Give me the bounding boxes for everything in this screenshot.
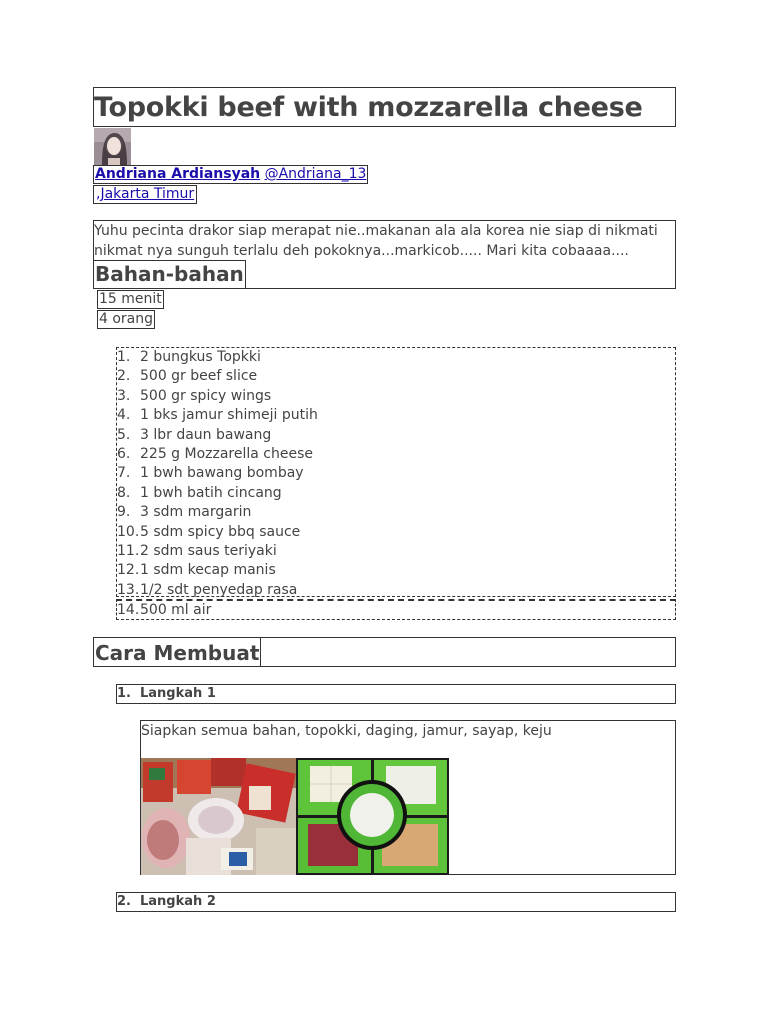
ingredient-text: 3 sdm margarin xyxy=(140,504,252,521)
ingredient-text: 500 gr beef slice xyxy=(140,368,258,385)
ingredient-number: 14. xyxy=(117,602,140,618)
step-label: Langkah 2 xyxy=(140,894,216,909)
title-box xyxy=(93,87,676,127)
ingredient-item xyxy=(117,561,675,580)
location-line xyxy=(93,185,197,204)
ingredient-number: 4. xyxy=(117,407,131,424)
step-1-photo-bowls[interactable] xyxy=(296,758,449,875)
ingredient-number: 3. xyxy=(117,387,131,404)
ingredient-item xyxy=(117,406,675,425)
step-label: Langkah 1 xyxy=(140,686,216,701)
bowls-photo xyxy=(296,758,449,875)
ingredients-photo xyxy=(141,758,296,875)
ingredient-number: 11. xyxy=(117,543,140,560)
ingredient-item xyxy=(117,542,675,561)
steps-heading-box xyxy=(93,637,676,667)
ingredient-number: 10. xyxy=(117,523,140,540)
ingredient-item xyxy=(117,387,675,406)
step-1-header xyxy=(116,684,676,704)
ingredient-text: 500 ml air xyxy=(140,602,212,618)
ingredient-number: 5. xyxy=(117,426,131,443)
author-name-link[interactable]: Andriana Ardiansyah xyxy=(95,166,261,182)
ingredient-item xyxy=(117,523,675,542)
ingredient-text: 2 sdm saus teriyaki xyxy=(140,543,277,560)
ingredient-list xyxy=(116,347,676,597)
ingredient-number: 8. xyxy=(117,484,131,501)
cook-time-value: 15 menit xyxy=(99,291,162,307)
ingredient-text: 500 gr spicy wings xyxy=(140,387,272,404)
author-line xyxy=(93,165,368,184)
author-avatar[interactable] xyxy=(94,128,131,165)
ingredient-text: 1 sdm kecap manis xyxy=(140,562,276,579)
ingredient-text: 1 bks jamur shimeji putih xyxy=(140,407,318,424)
ingredient-item xyxy=(117,426,675,445)
step-1-photo-ingredients[interactable] xyxy=(141,758,296,875)
ingredient-item xyxy=(117,464,675,483)
step-number: 2. xyxy=(117,894,131,909)
ingredient-text: 2 bungkus Topkki xyxy=(140,349,261,365)
steps-heading: Cara Membuat xyxy=(95,641,260,665)
steps-heading-inner xyxy=(93,637,261,667)
ingredient-text: 3 lbr daun bawang xyxy=(140,426,272,443)
avatar-photo xyxy=(94,128,131,165)
ingredient-item xyxy=(117,581,675,600)
recipe-title: Topokki beef with mozzarella cheese xyxy=(94,92,643,123)
ingredient-text: 5 sdm spicy bbq sauce xyxy=(140,523,301,540)
step-1-text: Siapkan semua bahan, topokki, daging, jamur, sayap, keju xyxy=(141,723,552,739)
ingredients-heading-box xyxy=(93,260,246,289)
ingredient-text: 225 g Mozzarella cheese xyxy=(140,446,314,463)
ingredient-item xyxy=(117,601,675,620)
ingredient-text: 1 bwh bawang bombay xyxy=(140,465,304,482)
ingredient-number: 6. xyxy=(117,446,131,463)
ingredient-number: 12. xyxy=(117,562,140,579)
ingredient-number: 2. xyxy=(117,368,131,385)
ingredient-item xyxy=(117,348,675,367)
cook-time xyxy=(97,290,164,309)
servings-value: 4 orang xyxy=(99,311,154,327)
servings xyxy=(97,310,155,329)
ingredient-item xyxy=(117,445,675,464)
author-handle-link[interactable]: @Andriana_13 xyxy=(264,166,367,182)
ingredient-text: 1/2 sdt penyedap rasa xyxy=(140,581,298,598)
ingredient-item xyxy=(117,503,675,522)
step-1-content xyxy=(140,720,676,875)
ingredient-item xyxy=(117,484,675,503)
ingredient-number: 1. xyxy=(117,349,131,365)
ingredients-heading: Bahan-bahan xyxy=(95,262,244,286)
recipe-description: Yuhu pecinta drakor siap merapat nie..makanan ala ala korea nie siap di nikmati nikmat nya sunguh terlalu deh pokoknya...markicob..... Mari kita cobaaaa.... xyxy=(94,223,658,259)
ingredient-item-last xyxy=(116,599,676,620)
step-number: 1. xyxy=(117,686,131,701)
ingredient-text: 1 bwh batih cincang xyxy=(140,484,282,501)
ingredient-item xyxy=(117,367,675,386)
ingredient-number: 9. xyxy=(117,504,131,521)
step-2-header xyxy=(116,892,676,912)
ingredient-number: 7. xyxy=(117,465,131,482)
location-link[interactable]: ,Jakarta Timur xyxy=(96,186,195,202)
ingredient-number: 13. xyxy=(117,581,140,598)
